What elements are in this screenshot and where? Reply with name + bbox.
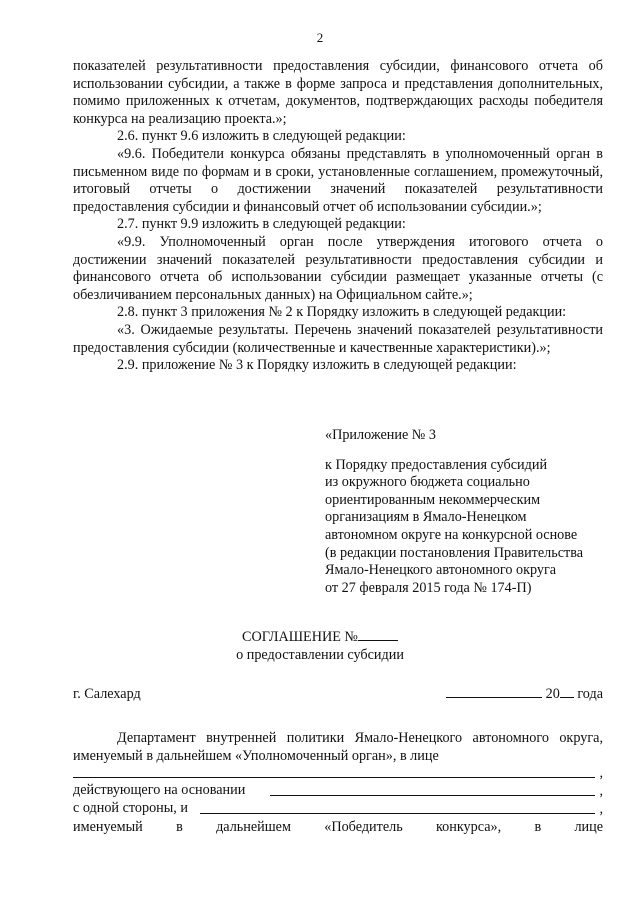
comma: , bbox=[599, 783, 603, 799]
winner-line: именуемый в дальнейшем «Победитель конкурса», в лице bbox=[73, 819, 603, 835]
place: г. Салехард bbox=[73, 686, 141, 702]
agreement-title: СОГЛАШЕНИЕ № bbox=[242, 629, 358, 645]
agreement-intro-text: Департамент внутренней политики Ямало-Ненецкого автономного округа, именуемый в дальнейшем «Уполномоченный орган», в лице bbox=[73, 730, 603, 764]
paragraph-2-9: 2.9. приложение № 3 к Порядку изложить в следующей редакции: bbox=[117, 357, 517, 374]
page-number: 2 bbox=[316, 30, 324, 45]
agreement-number-blank bbox=[358, 628, 398, 641]
agreement-title-row bbox=[0, 628, 640, 646]
comma: , bbox=[599, 801, 603, 817]
amendment-text bbox=[73, 58, 603, 375]
appendix-line: к Порядку предоставления субсидий bbox=[325, 456, 548, 473]
paragraph-2-7: 2.7. пункт 9.9 изложить в следующей редакции: bbox=[117, 216, 406, 233]
appendix-line: организациям в Ямало-Ненецком bbox=[325, 509, 527, 526]
year-blank bbox=[560, 685, 574, 698]
date-blank bbox=[446, 685, 542, 698]
paragraph-2-8: 2.8. пункт 3 приложения № 2 к Порядку изложить в следующей редакции: bbox=[117, 304, 567, 321]
basis-label: действующего на основании bbox=[73, 782, 246, 798]
appendix-line: автономном округе на конкурсной основе bbox=[325, 526, 578, 543]
agreement-intro bbox=[73, 730, 603, 765]
date: 20 года bbox=[446, 685, 603, 703]
appendix-line: от 27 февраля 2015 года № 174-П) bbox=[325, 579, 532, 596]
appendix-line: Ямало-Ненецкого автономного округа bbox=[325, 562, 557, 579]
agreement-subtitle: о предоставлении субсидии bbox=[236, 647, 404, 663]
comma: , bbox=[599, 765, 603, 781]
appendix-title: «Приложение № 3 bbox=[325, 427, 436, 443]
paragraph-9-6: «9.6. Победители конкурса обязаны представлять в уполномоченный орган в письменном виде по формам и в сроки, установленные соглашением, промежуточный, итоговый отчеты о достижении значений показателей результативности предоставления субсидии и финансовый отчет об использовании субсидии.»; bbox=[73, 145, 603, 215]
side-label: с одной стороны, и bbox=[73, 800, 188, 816]
appendix-header bbox=[325, 427, 615, 597]
paragraph-3-results: «3. Ожидаемые результаты. Перечень значений показателей результативности предоставления субсидии (количественные и качественные характеристики).»; bbox=[73, 321, 603, 356]
place-date-row bbox=[73, 685, 603, 703]
paragraph-continuation: показателей результативности предоставления субсидии, финансового отчета об использовании субсидии, а также в форме запроса и представления дополнительных, помимо приложенных к отчетам, документов, подтверждающих расходы победителя конкурса на реализацию проекта.»; bbox=[73, 58, 603, 127]
paragraph-9-9: «9.9. Уполномоченный орган после утверждения итогового отчета о достижении значений показателей результативности предоставления субсидии и финансового отчета об использовании субсидии размещает указанные отчеты (с обезличиванием персональных данных) на Официальном сайте.»; bbox=[73, 233, 603, 303]
appendix-line: (в редакции постановления Правительства bbox=[325, 544, 584, 561]
appendix-line: из окружного бюджета социально bbox=[325, 474, 530, 491]
paragraph-2-6: 2.6. пункт 9.6 изложить в следующей редакции: bbox=[117, 128, 406, 145]
appendix-line: ориентированным некоммерческим bbox=[325, 491, 541, 508]
